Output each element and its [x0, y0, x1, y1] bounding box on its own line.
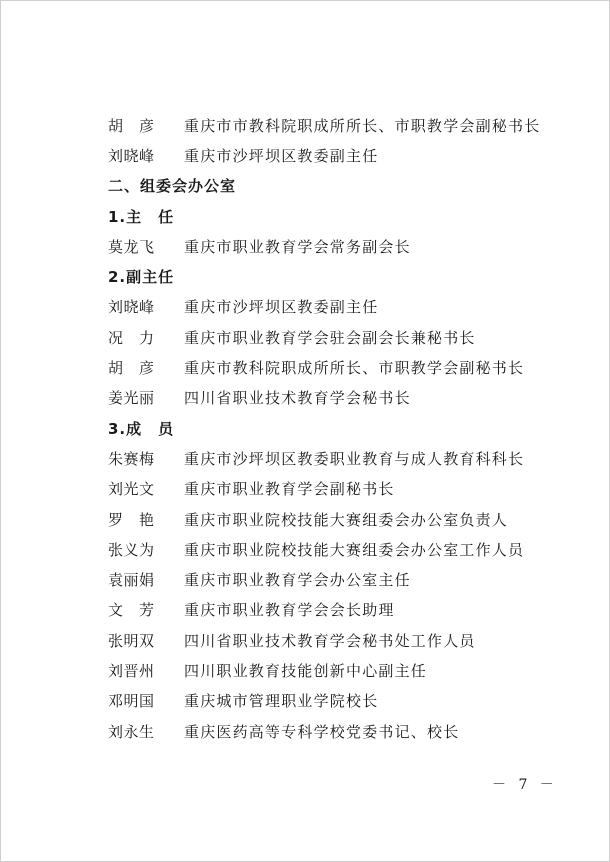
person-role: 重庆市职业教育学会办公室主任 — [184, 571, 411, 590]
person-name: 张义为 — [108, 540, 155, 559]
page-number: － 7 － — [492, 777, 558, 793]
list-item — [108, 625, 548, 655]
person-role: 重庆市职业院校技能大赛组委会办公室工作人员 — [184, 540, 525, 559]
list-item — [108, 352, 548, 382]
person-role: 四川省职业技术教育学会秘书处工作人员 — [184, 631, 476, 650]
list-item — [108, 716, 548, 746]
person-name: 罗 艳 — [108, 510, 155, 529]
group-heading-members: 3.成 员 — [108, 419, 175, 438]
person-role: 重庆市职业教育学会副秘书长 — [184, 480, 395, 499]
list-item — [108, 686, 548, 716]
person-name: 刘光文 — [108, 480, 155, 499]
person-name: 姜光丽 — [108, 389, 155, 408]
person-name: 张明双 — [108, 631, 155, 650]
list-item — [108, 655, 548, 685]
list-item — [108, 110, 548, 140]
list-item — [108, 231, 548, 261]
list-item — [108, 443, 548, 473]
document-body — [108, 110, 548, 746]
person-role: 重庆市市教科院职成所所长、市职教学会副秘书长 — [184, 116, 541, 135]
person-name: 袁丽娟 — [108, 571, 155, 590]
person-name: 刘晋州 — [108, 661, 155, 680]
person-name: 刘永生 — [108, 722, 155, 741]
person-role: 四川职业教育技能创新中心副主任 — [184, 661, 428, 680]
person-name: 邓明国 — [108, 692, 155, 711]
person-role: 重庆医药高等专科学校党委书记、校长 — [184, 722, 460, 741]
person-role: 重庆市沙坪坝区教委副主任 — [184, 146, 379, 165]
list-item — [108, 474, 548, 504]
list-item — [108, 504, 548, 534]
person-role: 重庆市沙坪坝区教委副主任 — [184, 298, 379, 317]
list-item — [108, 383, 548, 413]
list-item — [108, 564, 548, 594]
person-name: 胡 彦 — [108, 116, 155, 135]
person-role: 重庆市教科院职成所所长、市职教学会副秘书长 — [184, 359, 525, 378]
person-name: 刘晓峰 — [108, 146, 155, 165]
group-heading-deputy: 2.副主任 — [108, 268, 175, 287]
list-item — [108, 595, 548, 625]
person-role: 重庆市沙坪坝区教委职业教育与成人教育科科长 — [184, 449, 525, 468]
person-name: 朱赛梅 — [108, 449, 155, 468]
person-role: 重庆市职业院校技能大赛组委会办公室负责人 — [184, 510, 509, 529]
person-name: 况 力 — [108, 328, 155, 347]
list-item — [108, 140, 548, 170]
person-role: 四川省职业技术教育学会秘书长 — [184, 389, 411, 408]
section-title: 二、组委会办公室 — [108, 177, 237, 196]
person-name: 刘晓峰 — [108, 298, 155, 317]
person-role: 重庆城市管理职业学院校长 — [184, 692, 379, 711]
group-heading-director: 1.主 任 — [108, 207, 175, 226]
person-name: 莫龙飞 — [108, 237, 155, 256]
list-item — [108, 322, 548, 352]
person-role: 重庆市职业教育学会驻会副会长兼秘书长 — [184, 328, 476, 347]
list-item — [108, 292, 548, 322]
person-role: 重庆市职业教育学会会长助理 — [184, 601, 395, 620]
person-name: 胡 彦 — [108, 359, 155, 378]
person-role: 重庆市职业教育学会常务副会长 — [184, 237, 411, 256]
list-item — [108, 534, 548, 564]
person-name: 文 芳 — [108, 601, 155, 620]
